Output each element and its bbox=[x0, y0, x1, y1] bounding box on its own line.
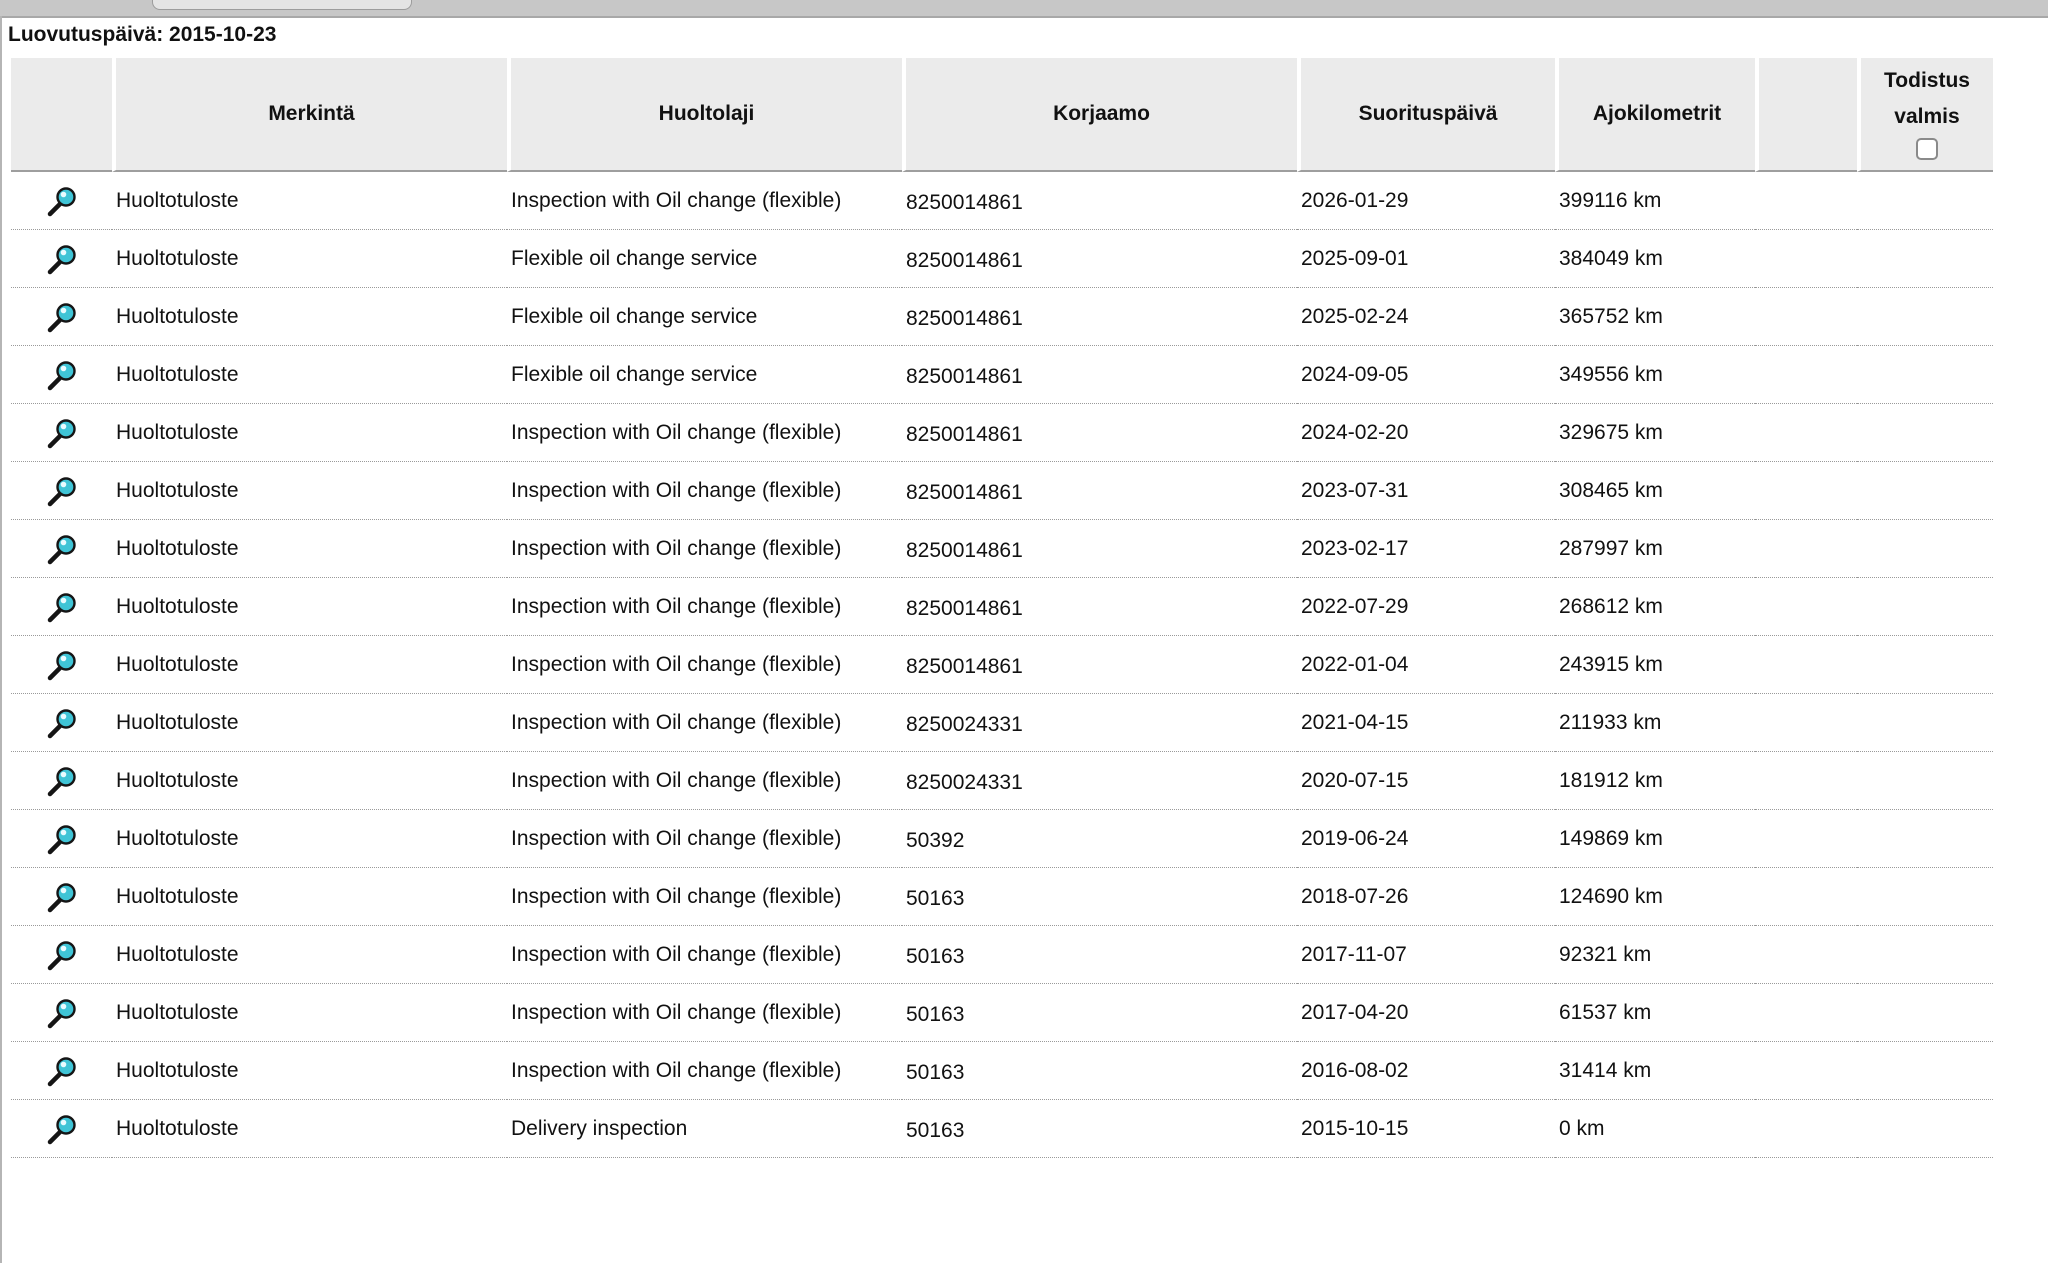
cell-todistus bbox=[1857, 462, 1993, 520]
cell-todistus bbox=[1857, 868, 1993, 926]
cell-ajokilometrit: 349556 km bbox=[1555, 346, 1755, 404]
view-cell bbox=[11, 926, 112, 984]
cell-huoltolaji: Delivery inspection bbox=[507, 1100, 902, 1158]
magnifier-icon[interactable] bbox=[45, 590, 79, 624]
table-row bbox=[11, 926, 1993, 984]
magnifier-icon[interactable] bbox=[45, 822, 79, 856]
cell-empty bbox=[1755, 984, 1857, 1042]
magnifier-icon[interactable] bbox=[45, 474, 79, 508]
cell-huoltolaji: Inspection with Oil change (flexible) bbox=[507, 520, 902, 578]
cell-empty bbox=[1755, 288, 1857, 346]
table-row bbox=[11, 346, 1993, 404]
cell-todistus bbox=[1857, 288, 1993, 346]
cell-korjaamo: 50163 bbox=[902, 868, 1297, 926]
view-cell bbox=[11, 230, 112, 288]
cell-huoltolaji: Inspection with Oil change (flexible) bbox=[507, 752, 902, 810]
cell-merkinta: Huoltotuloste bbox=[112, 288, 507, 346]
cell-empty bbox=[1755, 462, 1857, 520]
magnifier-icon[interactable] bbox=[45, 242, 79, 276]
cell-todistus bbox=[1857, 752, 1993, 810]
cell-suorituspaiva: 2015-10-15 bbox=[1297, 1100, 1555, 1158]
cell-todistus bbox=[1857, 1042, 1993, 1100]
cell-merkinta: Huoltotuloste bbox=[112, 926, 507, 984]
cell-huoltolaji: Flexible oil change service bbox=[507, 288, 902, 346]
cell-todistus bbox=[1857, 810, 1993, 868]
view-cell bbox=[11, 1042, 112, 1100]
service-history-table bbox=[11, 58, 1993, 1158]
cell-empty bbox=[1755, 404, 1857, 462]
cell-empty bbox=[1755, 346, 1857, 404]
cell-ajokilometrit: 181912 km bbox=[1555, 752, 1755, 810]
cell-huoltolaji: Inspection with Oil change (flexible) bbox=[507, 926, 902, 984]
table-row bbox=[11, 404, 1993, 462]
cell-todistus bbox=[1857, 578, 1993, 636]
cell-todistus bbox=[1857, 926, 1993, 984]
cell-merkinta: Huoltotuloste bbox=[112, 810, 507, 868]
cell-todistus bbox=[1857, 346, 1993, 404]
cell-huoltolaji: Inspection with Oil change (flexible) bbox=[507, 694, 902, 752]
cell-merkinta: Huoltotuloste bbox=[112, 578, 507, 636]
view-cell bbox=[11, 172, 112, 230]
magnifier-icon[interactable] bbox=[45, 184, 79, 218]
header-todistus-valmis bbox=[1857, 58, 1993, 172]
magnifier-icon[interactable] bbox=[45, 416, 79, 450]
header-todistus-label: Todistus bbox=[1884, 68, 1970, 92]
cell-huoltolaji: Inspection with Oil change (flexible) bbox=[507, 172, 902, 230]
magnifier-icon[interactable] bbox=[45, 996, 79, 1030]
view-cell bbox=[11, 694, 112, 752]
cell-todistus bbox=[1857, 694, 1993, 752]
magnifier-icon[interactable] bbox=[45, 648, 79, 682]
cell-huoltolaji: Inspection with Oil change (flexible) bbox=[507, 810, 902, 868]
cell-huoltolaji: Inspection with Oil change (flexible) bbox=[507, 404, 902, 462]
cell-huoltolaji: Inspection with Oil change (flexible) bbox=[507, 578, 902, 636]
frame-left-border bbox=[0, 16, 2, 1263]
magnifier-icon[interactable] bbox=[45, 532, 79, 566]
magnifier-icon[interactable] bbox=[45, 764, 79, 798]
cell-suorituspaiva: 2019-06-24 bbox=[1297, 810, 1555, 868]
header-valmis-label: valmis bbox=[1894, 104, 1960, 128]
cell-korjaamo: 8250014861 bbox=[902, 172, 1297, 230]
cell-korjaamo: 50392 bbox=[902, 810, 1297, 868]
cell-merkinta: Huoltotuloste bbox=[112, 868, 507, 926]
cell-merkinta: Huoltotuloste bbox=[112, 636, 507, 694]
header-icon-column bbox=[11, 58, 112, 172]
cell-ajokilometrit: 268612 km bbox=[1555, 578, 1755, 636]
view-cell bbox=[11, 346, 112, 404]
cell-huoltolaji: Flexible oil change service bbox=[507, 230, 902, 288]
table-row bbox=[11, 462, 1993, 520]
cell-empty bbox=[1755, 230, 1857, 288]
cell-empty bbox=[1755, 752, 1857, 810]
cell-empty bbox=[1755, 868, 1857, 926]
view-cell bbox=[11, 752, 112, 810]
cell-empty bbox=[1755, 1042, 1857, 1100]
cell-ajokilometrit: 399116 km bbox=[1555, 172, 1755, 230]
cell-korjaamo: 50163 bbox=[902, 1100, 1297, 1158]
cell-korjaamo: 8250014861 bbox=[902, 578, 1297, 636]
cell-merkinta: Huoltotuloste bbox=[112, 346, 507, 404]
cell-suorituspaiva: 2022-07-29 bbox=[1297, 578, 1555, 636]
view-cell bbox=[11, 520, 112, 578]
cell-korjaamo: 8250014861 bbox=[902, 404, 1297, 462]
table-row bbox=[11, 984, 1993, 1042]
cell-merkinta: Huoltotuloste bbox=[112, 230, 507, 288]
cell-suorituspaiva: 2026-01-29 bbox=[1297, 172, 1555, 230]
magnifier-icon[interactable] bbox=[45, 1112, 79, 1146]
toolbar-tab[interactable] bbox=[152, 0, 412, 10]
table-row bbox=[11, 1042, 1993, 1100]
cell-merkinta: Huoltotuloste bbox=[112, 520, 507, 578]
cell-empty bbox=[1755, 636, 1857, 694]
cell-ajokilometrit: 365752 km bbox=[1555, 288, 1755, 346]
cell-todistus bbox=[1857, 230, 1993, 288]
cell-todistus bbox=[1857, 1100, 1993, 1158]
cell-korjaamo: 8250014861 bbox=[902, 462, 1297, 520]
header-ajokilometrit[interactable]: Ajokilometrit bbox=[1555, 58, 1755, 172]
cell-merkinta: Huoltotuloste bbox=[112, 462, 507, 520]
cell-suorituspaiva: 2020-07-15 bbox=[1297, 752, 1555, 810]
table-row bbox=[11, 1100, 1993, 1158]
cell-empty bbox=[1755, 520, 1857, 578]
table-row bbox=[11, 810, 1993, 868]
view-cell bbox=[11, 288, 112, 346]
cell-merkinta: Huoltotuloste bbox=[112, 1042, 507, 1100]
cell-korjaamo: 8250014861 bbox=[902, 230, 1297, 288]
view-cell bbox=[11, 636, 112, 694]
view-cell bbox=[11, 868, 112, 926]
cell-korjaamo: 8250014861 bbox=[902, 288, 1297, 346]
cell-merkinta: Huoltotuloste bbox=[112, 1100, 507, 1158]
cell-ajokilometrit: 308465 km bbox=[1555, 462, 1755, 520]
cell-suorituspaiva: 2017-11-07 bbox=[1297, 926, 1555, 984]
cell-korjaamo: 8250014861 bbox=[902, 636, 1297, 694]
cell-todistus bbox=[1857, 984, 1993, 1042]
cell-suorituspaiva: 2023-02-17 bbox=[1297, 520, 1555, 578]
cell-ajokilometrit: 243915 km bbox=[1555, 636, 1755, 694]
cell-korjaamo: 8250024331 bbox=[902, 752, 1297, 810]
cell-korjaamo: 50163 bbox=[902, 984, 1297, 1042]
delivery-date-label: Luovutuspäivä: 2015-10-23 bbox=[8, 23, 277, 46]
table-row bbox=[11, 172, 1993, 230]
table-body bbox=[11, 172, 1993, 1158]
cell-korjaamo: 8250014861 bbox=[902, 346, 1297, 404]
header-suorituspaiva[interactable]: Suorituspäivä bbox=[1297, 58, 1555, 172]
cell-suorituspaiva: 2023-07-31 bbox=[1297, 462, 1555, 520]
cell-ajokilometrit: 149869 km bbox=[1555, 810, 1755, 868]
cell-todistus bbox=[1857, 172, 1993, 230]
cell-huoltolaji: Inspection with Oil change (flexible) bbox=[507, 636, 902, 694]
table-header-row bbox=[11, 58, 1993, 172]
cell-merkinta: Huoltotuloste bbox=[112, 404, 507, 462]
cell-ajokilometrit: 0 km bbox=[1555, 1100, 1755, 1158]
cell-ajokilometrit: 61537 km bbox=[1555, 984, 1755, 1042]
cell-huoltolaji: Inspection with Oil change (flexible) bbox=[507, 984, 902, 1042]
cell-suorituspaiva: 2022-01-04 bbox=[1297, 636, 1555, 694]
cell-merkinta: Huoltotuloste bbox=[112, 984, 507, 1042]
cell-suorituspaiva: 2024-02-20 bbox=[1297, 404, 1555, 462]
cell-todistus bbox=[1857, 520, 1993, 578]
view-cell bbox=[11, 1100, 112, 1158]
table-row bbox=[11, 694, 1993, 752]
cell-suorituspaiva: 2017-04-20 bbox=[1297, 984, 1555, 1042]
cell-merkinta: Huoltotuloste bbox=[112, 172, 507, 230]
cell-merkinta: Huoltotuloste bbox=[112, 752, 507, 810]
cell-suorituspaiva: 2025-09-01 bbox=[1297, 230, 1555, 288]
table-row bbox=[11, 230, 1993, 288]
cell-korjaamo: 8250014861 bbox=[902, 520, 1297, 578]
cell-ajokilometrit: 31414 km bbox=[1555, 1042, 1755, 1100]
view-cell bbox=[11, 578, 112, 636]
header-huoltolaji[interactable]: Huoltolaji bbox=[507, 58, 902, 172]
magnifier-icon[interactable] bbox=[45, 938, 79, 972]
cell-suorituspaiva: 2018-07-26 bbox=[1297, 868, 1555, 926]
cell-ajokilometrit: 211933 km bbox=[1555, 694, 1755, 752]
magnifier-icon[interactable] bbox=[45, 706, 79, 740]
top-toolbar bbox=[0, 0, 2048, 18]
select-all-checkbox[interactable] bbox=[1916, 138, 1938, 160]
cell-ajokilometrit: 384049 km bbox=[1555, 230, 1755, 288]
view-cell bbox=[11, 810, 112, 868]
cell-ajokilometrit: 329675 km bbox=[1555, 404, 1755, 462]
header-merkinta[interactable]: Merkintä bbox=[112, 58, 507, 172]
magnifier-icon[interactable] bbox=[45, 358, 79, 392]
cell-todistus bbox=[1857, 636, 1993, 694]
table-row bbox=[11, 520, 1993, 578]
cell-ajokilometrit: 124690 km bbox=[1555, 868, 1755, 926]
table-row bbox=[11, 868, 1993, 926]
magnifier-icon[interactable] bbox=[45, 880, 79, 914]
cell-empty bbox=[1755, 172, 1857, 230]
cell-huoltolaji: Inspection with Oil change (flexible) bbox=[507, 868, 902, 926]
cell-korjaamo: 50163 bbox=[902, 926, 1297, 984]
cell-korjaamo: 50163 bbox=[902, 1042, 1297, 1100]
cell-empty bbox=[1755, 926, 1857, 984]
cell-empty bbox=[1755, 810, 1857, 868]
cell-todistus bbox=[1857, 404, 1993, 462]
view-cell bbox=[11, 462, 112, 520]
header-empty-column bbox=[1755, 58, 1857, 172]
table-row bbox=[11, 636, 1993, 694]
cell-suorituspaiva: 2024-09-05 bbox=[1297, 346, 1555, 404]
table-row bbox=[11, 752, 1993, 810]
cell-huoltolaji: Inspection with Oil change (flexible) bbox=[507, 462, 902, 520]
cell-ajokilometrit: 92321 km bbox=[1555, 926, 1755, 984]
cell-korjaamo: 8250024331 bbox=[902, 694, 1297, 752]
view-cell bbox=[11, 404, 112, 462]
header-korjaamo[interactable]: Korjaamo bbox=[902, 58, 1297, 172]
cell-huoltolaji: Inspection with Oil change (flexible) bbox=[507, 1042, 902, 1100]
table-row bbox=[11, 578, 1993, 636]
cell-suorituspaiva: 2025-02-24 bbox=[1297, 288, 1555, 346]
magnifier-icon[interactable] bbox=[45, 300, 79, 334]
cell-suorituspaiva: 2021-04-15 bbox=[1297, 694, 1555, 752]
cell-ajokilometrit: 287997 km bbox=[1555, 520, 1755, 578]
cell-empty bbox=[1755, 1100, 1857, 1158]
cell-huoltolaji: Flexible oil change service bbox=[507, 346, 902, 404]
cell-empty bbox=[1755, 578, 1857, 636]
magnifier-icon[interactable] bbox=[45, 1054, 79, 1088]
cell-empty bbox=[1755, 694, 1857, 752]
cell-merkinta: Huoltotuloste bbox=[112, 694, 507, 752]
table-row bbox=[11, 288, 1993, 346]
cell-suorituspaiva: 2016-08-02 bbox=[1297, 1042, 1555, 1100]
view-cell bbox=[11, 984, 112, 1042]
